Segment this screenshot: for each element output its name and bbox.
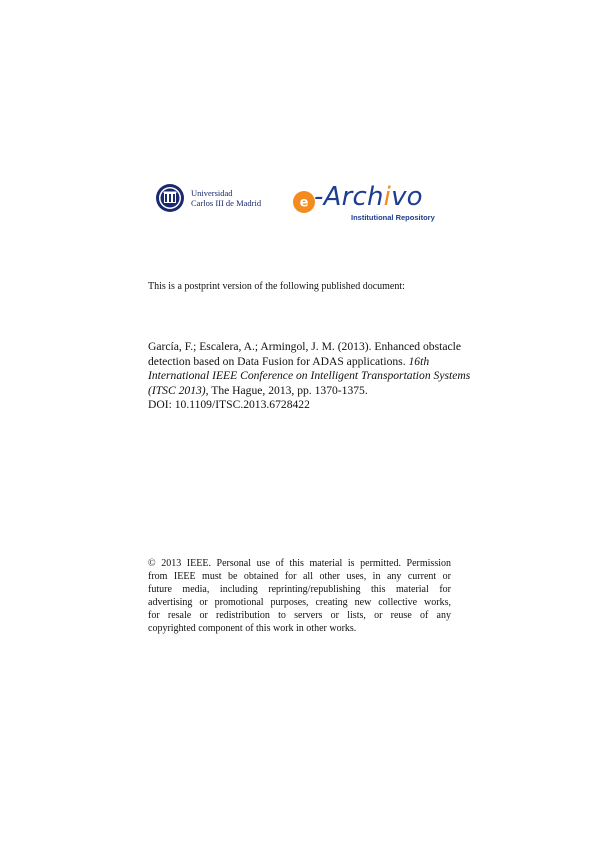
citation-line-2 <box>148 355 458 370</box>
citation-block <box>148 340 471 413</box>
uc3m-wordmark <box>191 188 261 208</box>
earchivo-badge-letter: e <box>299 195 309 211</box>
citation-line-1: García, F.; Escalera, A.; Armingol, J. M. (2013). Enhanced obstacle <box>148 340 461 353</box>
citation-line-3 <box>148 369 471 384</box>
citation-venue-name: International IEEE Conference on Intelligent Transportation Systems <box>148 369 471 382</box>
copyright-line: future media, including reprinting/republishing this material for <box>148 584 451 596</box>
earchivo-word-highlight: i <box>383 182 392 212</box>
uc3m-line-1: Universidad <box>191 188 233 198</box>
copyright-line: from IEEE must be obtained for all other uses, in any current or <box>148 571 451 583</box>
citation-line-4 <box>148 384 458 399</box>
copyright-line: advertising or promotional purposes, creating new collective works, <box>148 597 451 609</box>
citation-doi: DOI: 10.1109/ITSC.2013.6728422 <box>148 398 310 411</box>
uc3m-seal-icon <box>155 183 185 213</box>
postprint-notice: This is a postprint version of the following published document: <box>148 281 405 292</box>
earchivo-word-prefix: -Arch <box>314 182 384 212</box>
earchivo-logo <box>292 184 452 226</box>
earchivo-word-suffix: vo <box>391 182 423 212</box>
citation-location-pages: , The Hague, 2013, pp. 1370-1375. <box>205 383 368 397</box>
copyright-notice <box>148 557 451 636</box>
copyright-line: for resale or redistribution to servers or lists, or reuse of any <box>148 610 451 622</box>
uc3m-line-2: Carlos III de Madrid <box>191 198 262 208</box>
earchivo-subtitle: Institutional Repository <box>351 213 435 222</box>
citation-title-text: detection based on Data Fusion for ADAS applications. <box>148 354 409 368</box>
uc3m-logo <box>155 183 261 213</box>
citation-venue-start: 16th <box>408 354 430 368</box>
copyright-line: © 2013 IEEE. Personal use of this material is permitted. Permission <box>148 558 451 569</box>
citation-venue-abbrev: (ITSC 2013) <box>148 383 206 397</box>
earchivo-badge-icon <box>292 190 316 214</box>
earchivo-wordmark <box>314 182 423 212</box>
copyright-line: copyrighted component of this work in other works. <box>148 623 357 635</box>
